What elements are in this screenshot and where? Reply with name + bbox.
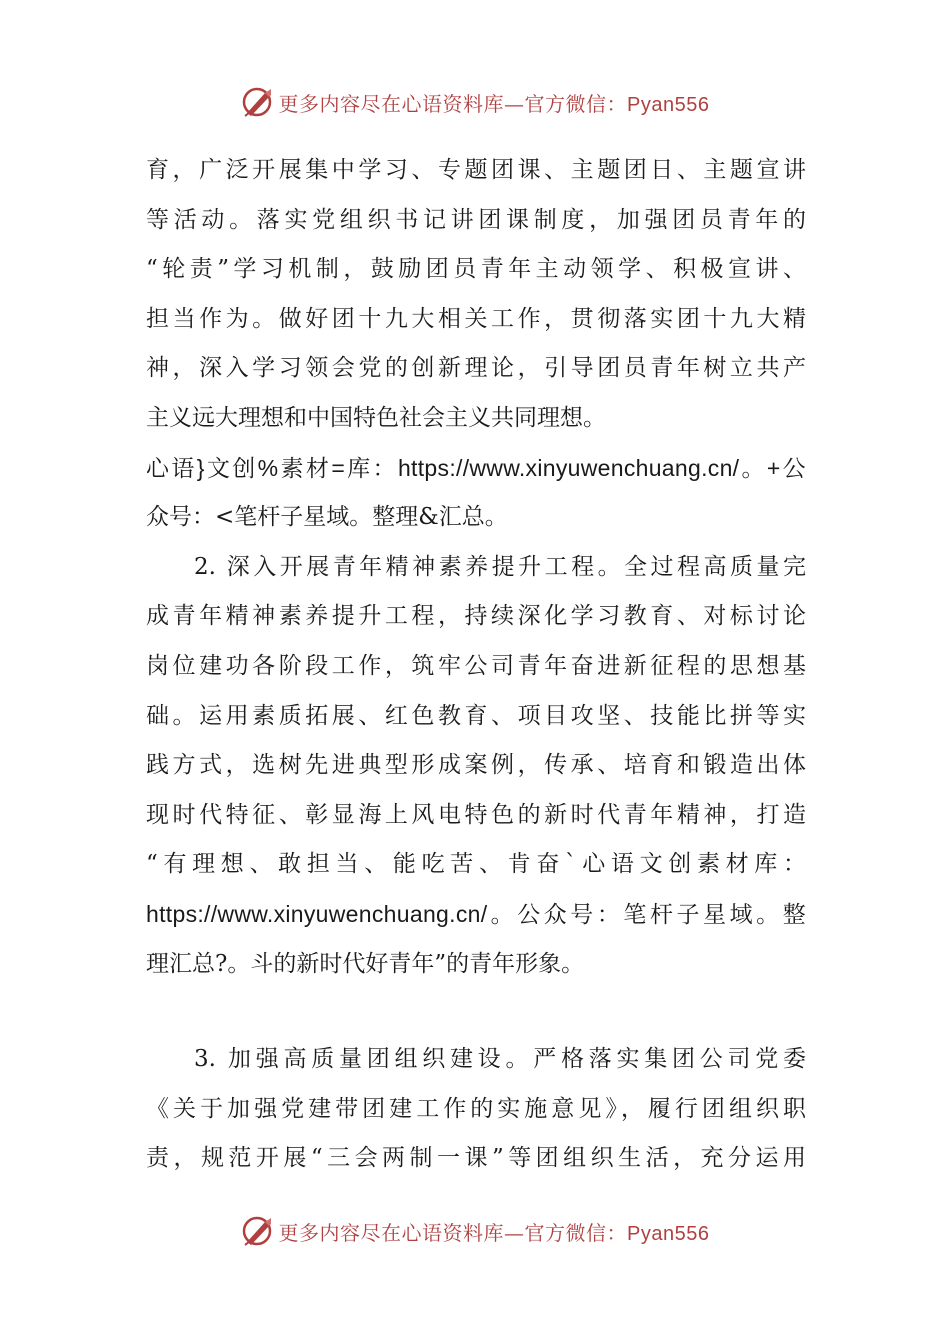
text-line: 现时代特征、彰显海上风电特色的新时代青年精神，打造: [146, 801, 806, 828]
text-line: 众号：<笔杆子星域。整理&汇总。: [146, 504, 508, 531]
watermark-note-1: [146, 444, 806, 543]
paragraph-gap: [146, 989, 806, 1035]
text-line: “轮责”学习机制，鼓励团员青年主动领学、积极宣讲、: [146, 256, 806, 283]
text-line: 础。运用素质拓展、红色教育、项目攻坚、技能比拼等实: [146, 702, 806, 729]
text-line: 成青年精神素养提升工程，持续深化学习教育、对标讨论: [146, 603, 806, 630]
text-line: 践方式，选树先进典型形成案例，传承、培育和锻造出体: [146, 752, 806, 779]
text-line: 3. 加强高质量团组织建设。严格落实集团公司党委: [194, 1046, 806, 1073]
footer-banner: [0, 1211, 950, 1251]
paragraph-1: [146, 146, 806, 444]
pen-nib-icon: [241, 85, 275, 119]
text-line: 等活动。落实党组织书记讲团课制度，加强团员青年的: [146, 206, 806, 233]
text-line: 心语}文创%素材=库：https://www.xinyuwenchuang.cn/。+公: [146, 454, 806, 481]
paragraph-2: [146, 543, 806, 989]
text-line: “有理想、敢担当、能吃苦、肯奋`心语文创素材库：: [146, 851, 806, 878]
paragraph-3: [146, 1035, 806, 1184]
text-line: 主义远大理想和中国特色社会主义共同理想。: [146, 404, 606, 431]
header-banner: [0, 82, 950, 122]
text-line: 《关于加强党建带团建工作的实施意见》，履行团组织职: [146, 1095, 806, 1122]
document-body: [146, 146, 806, 1184]
footer-banner-text: 更多内容尽在心语资料库—官方微信：Pyan556: [278, 1220, 710, 1245]
header-banner-text: 更多内容尽在心语资料库—官方微信：Pyan556: [278, 91, 710, 116]
header-banner-account: Pyan556: [627, 93, 710, 116]
pen-nib-icon: [241, 1214, 275, 1248]
text-line: 理汇总?。斗的新时代好青年”的青年形象。: [146, 950, 585, 977]
text-line: 岗位建功各阶段工作，筑牢公司青年奋进新征程的思想基: [146, 652, 806, 679]
footer-banner-account: Pyan556: [627, 1222, 710, 1245]
text-line: 育，广泛开展集中学习、专题团课、主题团日、主题宣讲: [146, 157, 806, 183]
text-line: 神，深入学习领会党的创新理论，引导团员青年树立共产: [146, 355, 806, 382]
text-line: 2. 深入开展青年精神素养提升工程。全过程高质量完: [194, 553, 806, 580]
text-line: 责，规范开展“三会两制一课”等团组织生活，充分运用: [146, 1145, 806, 1172]
text-line: https://www.xinyuwenchuang.cn/。公众号：笔杆子星域。整: [146, 900, 806, 927]
text-line: 担当作为。做好团十九大相关工作，贯彻落实团十九大精: [146, 305, 806, 332]
